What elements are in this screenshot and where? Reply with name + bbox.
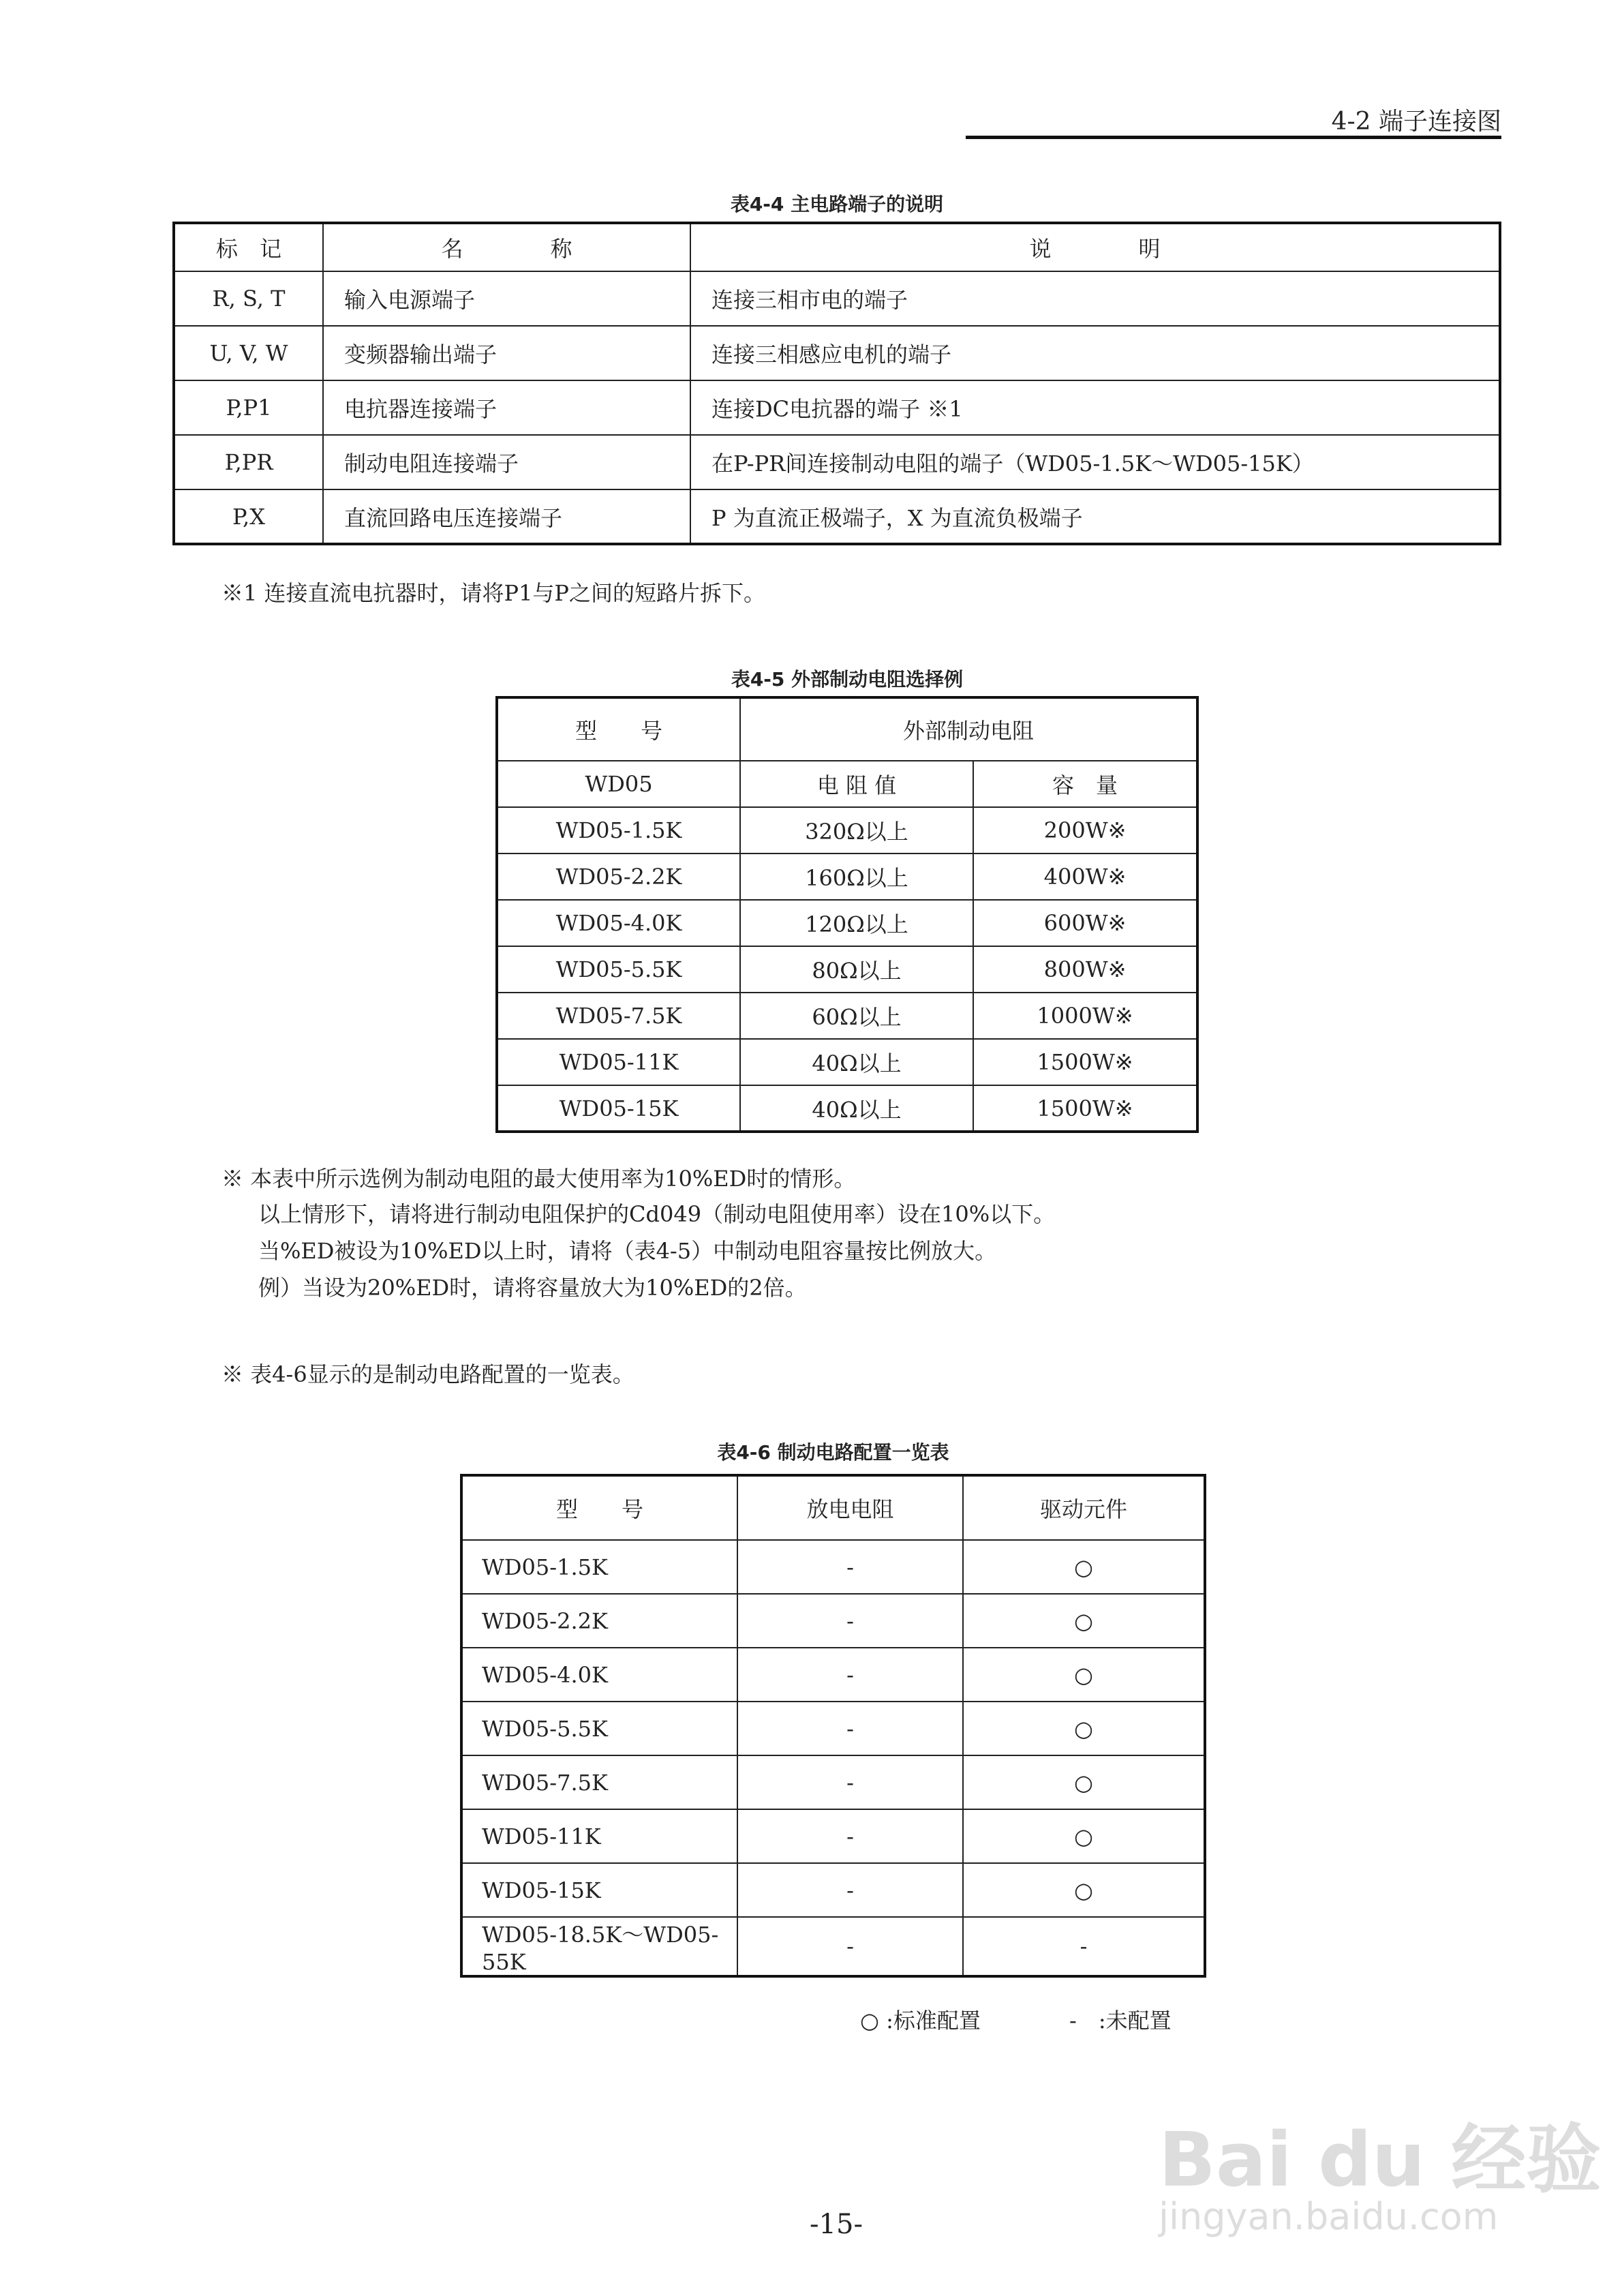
cell-capacity: 1500W※ [973, 1039, 1197, 1085]
cell-discharge-resistor: - [737, 1648, 963, 1702]
header-cell: 外部制动电阻 [740, 697, 1197, 761]
table-4-4-footnote: ※1 连接直流电抗器时，请将P1与P之间的短路片拆下。 [221, 580, 765, 606]
cell-desc: 连接三相感应电机的端子 [690, 326, 1500, 380]
cell-desc: 在P-PR间连接制动电阻的端子（WD05-1.5K～WD05-15K） [690, 435, 1500, 489]
table-header-row [497, 697, 1197, 761]
table-row [461, 1702, 1205, 1755]
cell-discharge-resistor: - [737, 1863, 963, 1917]
legend-standard: ○ :标准配置 [860, 2008, 981, 2034]
table-header-row [174, 223, 1500, 271]
cell-drive-element: ○ [963, 1863, 1205, 1917]
cell-resistance: 320Ω以上 [740, 807, 973, 854]
cell-model: WD05-11K [461, 1809, 737, 1863]
table-row [461, 1594, 1205, 1648]
baidu-watermark-logo: Bai du 经验 [1159, 2116, 1602, 2203]
table-row [461, 1755, 1205, 1809]
cell-mark: P,PR [174, 435, 323, 489]
cell-name: 直流回路电压连接端子 [323, 489, 690, 544]
table-row [497, 946, 1197, 993]
header-cell: 电 阻 值 [740, 761, 973, 807]
cell-discharge-resistor: - [737, 1702, 963, 1755]
cell-drive-element: ○ [963, 1594, 1205, 1648]
table-row [461, 1917, 1205, 1976]
cell-name: 制动电阻连接端子 [323, 435, 690, 489]
cell-drive-element: ○ [963, 1702, 1205, 1755]
cell-capacity: 1000W※ [973, 993, 1197, 1039]
table-4-4 [172, 222, 1501, 545]
cell-discharge-resistor: - [737, 1594, 963, 1648]
cell-resistance: 40Ω以上 [740, 1085, 973, 1132]
cell-resistance: 80Ω以上 [740, 946, 973, 993]
table-subheader-row [497, 761, 1197, 807]
header-cell: 标 记 [174, 223, 323, 271]
cell-model: WD05-2.2K [461, 1594, 737, 1648]
cell-drive-element: ○ [963, 1540, 1205, 1594]
table-row [497, 1085, 1197, 1132]
table-row [497, 1039, 1197, 1085]
cell-desc: P 为直流正极端子，X 为直流负极端子 [690, 489, 1500, 544]
cell-drive-element: ○ [963, 1648, 1205, 1702]
table-row [174, 489, 1500, 544]
cell-discharge-resistor: - [737, 1917, 963, 1976]
note-line: 例）当设为20%ED时，请将容量放大为10%ED的2倍。 [258, 1275, 807, 1301]
cell-discharge-resistor: - [737, 1809, 963, 1863]
section-header: 4-2 端子连接图 [1331, 108, 1501, 136]
cell-capacity: 400W※ [973, 854, 1197, 900]
table-row [174, 326, 1500, 380]
cell-resistance: 60Ω以上 [740, 993, 973, 1039]
cell-name: 电抗器连接端子 [323, 380, 690, 435]
table-4-5 [495, 696, 1199, 1133]
cell-model: WD05-4.0K [461, 1648, 737, 1702]
note-line: 当%ED被设为10%ED以上时，请将（表4-5）中制动电阻容量按比例放大。 [258, 1238, 997, 1264]
table-4-4-caption: 表4-4 主电路端子的说明 [730, 193, 944, 215]
table-row [497, 993, 1197, 1039]
cell-mark: R, S, T [174, 271, 323, 326]
cell-model: WD05-7.5K [461, 1755, 737, 1809]
header-cell: 驱动元件 [963, 1475, 1205, 1540]
cell-capacity: 1500W※ [973, 1085, 1197, 1132]
cell-model: WD05-15K [461, 1863, 737, 1917]
table-row [461, 1809, 1205, 1863]
note-table-4-6: ※ 表4-6显示的是制动电路配置的一览表。 [221, 1361, 634, 1387]
page-number: -15- [810, 2209, 863, 2240]
cell-desc: 连接DC电抗器的端子 ※1 [690, 380, 1500, 435]
table-4-6-caption: 表4-6 制动电路配置一览表 [717, 1441, 949, 1464]
header-rule [966, 136, 1501, 139]
cell-mark: P,P1 [174, 380, 323, 435]
cell-model: WD05-1.5K [461, 1540, 737, 1594]
cell-mark: P,X [174, 489, 323, 544]
table-row [174, 271, 1500, 326]
cell-capacity: 200W※ [973, 807, 1197, 854]
table-row [497, 854, 1197, 900]
cell-resistance: 120Ω以上 [740, 900, 973, 946]
legend-none: - :未配置 [1069, 2008, 1172, 2034]
table-4-5-caption: 表4-5 外部制动电阻选择例 [731, 668, 964, 691]
header-cell: 型 号 [461, 1475, 737, 1540]
table-row [461, 1540, 1205, 1594]
header-cell: 型 号 [497, 697, 740, 761]
cell-mark: U, V, W [174, 326, 323, 380]
table-row [174, 380, 1500, 435]
table-row [461, 1863, 1205, 1917]
cell-model: WD05-5.5K [461, 1702, 737, 1755]
table-4-6 [460, 1474, 1206, 1978]
header-cell: 放电电阻 [737, 1475, 963, 1540]
note-line: ※ 本表中所示选例为制动电阻的最大使用率为10%ED时的情形。 [221, 1166, 856, 1192]
cell-capacity: 600W※ [973, 900, 1197, 946]
header-cell: 说 明 [690, 223, 1500, 271]
cell-drive-element: ○ [963, 1755, 1205, 1809]
cell-discharge-resistor: - [737, 1540, 963, 1594]
cell-resistance: 40Ω以上 [740, 1039, 973, 1085]
note-line: 以上情形下，请将进行制动电阻保护的Cd049（制动电阻使用率）设在10%以下。 [258, 1201, 1056, 1227]
cell-model: WD05-11K [497, 1039, 740, 1085]
cell-model: WD05-5.5K [497, 946, 740, 993]
cell-name: 变频器输出端子 [323, 326, 690, 380]
cell-model: WD05-15K [497, 1085, 740, 1132]
cell-capacity: 800W※ [973, 946, 1197, 993]
cell-drive-element: - [963, 1917, 1205, 1976]
cell-name: 输入电源端子 [323, 271, 690, 326]
table-row [174, 435, 1500, 489]
cell-model: WD05-4.0K [497, 900, 740, 946]
table-row [497, 807, 1197, 854]
header-cell: 容 量 [973, 761, 1197, 807]
table-header-row [461, 1475, 1205, 1540]
header-cell: 名 称 [323, 223, 690, 271]
cell-desc: 连接三相市电的端子 [690, 271, 1500, 326]
cell-drive-element: ○ [963, 1809, 1205, 1863]
cell-model: WD05-1.5K [497, 807, 740, 854]
cell-model: WD05-7.5K [497, 993, 740, 1039]
table-row [461, 1648, 1205, 1702]
baidu-watermark-url: jingyan.baidu.com [1159, 2195, 1499, 2238]
table-row [497, 900, 1197, 946]
cell-discharge-resistor: - [737, 1755, 963, 1809]
cell-model: WD05-18.5K～WD05-55K [461, 1917, 737, 1976]
header-cell: WD05 [497, 761, 740, 807]
cell-model: WD05-2.2K [497, 854, 740, 900]
cell-resistance: 160Ω以上 [740, 854, 973, 900]
